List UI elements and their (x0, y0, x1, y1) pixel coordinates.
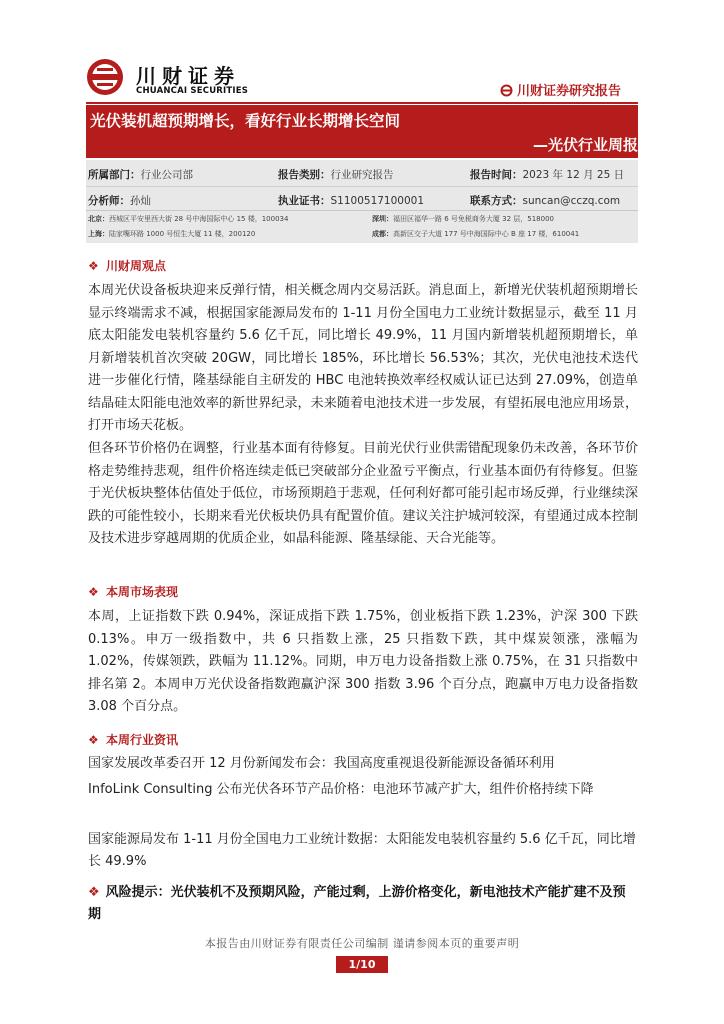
report-subtitle: —光伏行业周报 (532, 136, 638, 154)
cert-field (278, 193, 424, 208)
time-value: 2023 年 12 月 25 日 (522, 169, 625, 181)
report-tag-text: 川财证券研究报告 (517, 84, 622, 99)
diamond-bullet-icon: ❖ (88, 733, 99, 747)
logo-chinese-name: 川财证券 (136, 64, 240, 88)
dept-label: 所属部门： (88, 169, 141, 181)
diamond-bullet-icon: ❖ (88, 885, 100, 900)
contact-label: 联系方式： (470, 195, 523, 207)
section-heading-news-text: 本周行业资讯 (106, 733, 179, 747)
type-label: 报告类别： (278, 169, 331, 181)
address-shanghai-text: 陆家嘴环路 1000 号恒生大厦 11 楼，200120 (109, 230, 256, 238)
meta-divider (86, 186, 638, 187)
cert-label: 执业证书： (278, 195, 331, 207)
footer-disclaimer: 本报告由川财证券有限责任公司编制 谨请参阅本页的重要声明 (204, 937, 520, 950)
contact-value[interactable]: suncan@cczq.com (522, 195, 621, 207)
news-item-3: 国家能源局发布 1-11 月份全国电力工业统计数据：太阳能发电装机容量约 5.6 亿千瓦，同比增长 49.9% (88, 832, 636, 869)
address-chengdu-text: 高新区交子大道 177 号中海国际中心 B 座 17 楼，610041 (393, 230, 580, 238)
address-shenzhen (372, 214, 554, 224)
header-divider (86, 102, 638, 104)
address-shenzhen-text: 福田区福华一路 6 号免税商务大厦 32 层，518000 (393, 215, 554, 223)
address-shenzhen-label: 深圳： (372, 215, 393, 223)
address-beijing (88, 214, 288, 224)
news-item-2: InfoLink Consulting 公布光伏各环节产品价格：电池环节减产扩大，组件价格持续下降 (88, 782, 594, 797)
time-label: 报告时间： (470, 169, 523, 181)
brand-mini-icon (500, 84, 513, 97)
risk-warning (88, 882, 638, 926)
dept-field (88, 167, 193, 182)
address-shanghai (88, 229, 255, 239)
logo-english-name: CHUANCAI SECURITIES (136, 86, 249, 96)
report-tag (500, 80, 621, 99)
section-heading-news (88, 731, 178, 748)
section-heading-view (88, 257, 166, 274)
report-title: 光伏装机超预期增长，看好行业长期增长空间 (90, 112, 401, 130)
contact-field (470, 193, 620, 208)
market-paragraph: 本周，上证指数下跌 0.94%，深证成指下跌 1.75%，创业板指下跌 1.23%，沪深 300 下跌 0.13%。申万一级指数中，共 6 只指数上涨，25 只指数下跌，其中煤炭领涨，涨幅为 1.02%，传媒领跌，跌幅为 11.12%。同期，申万电力设备指数上涨 0.75%，在 31 只指数中排名第 2。本周申万光伏设备指数跑赢沪深 300 指数 3.96 个百分点，跑赢申万电力设备指数 3.08 个百分点。 (88, 609, 638, 714)
type-value: 行业研究报告 (330, 169, 394, 181)
diamond-bullet-icon: ❖ (88, 259, 99, 273)
cert-value: S1100517100001 (330, 195, 425, 207)
address-shanghai-label: 上海： (88, 230, 109, 238)
news-item-1: 国家发展改革委召开 12 月份新闻发布会：我国高度重视退役新能源设备循环利用 (88, 756, 555, 771)
analyst-value: 孙灿 (130, 195, 151, 207)
analyst-field (88, 193, 151, 208)
address-chengdu (372, 229, 579, 239)
analyst-label: 分析师： (88, 195, 130, 207)
company-logo-icon (86, 58, 124, 96)
section-heading-market (88, 583, 178, 600)
type-field (278, 167, 394, 182)
section-heading-market-text: 本周市场表现 (106, 585, 179, 599)
address-chengdu-label: 成都： (372, 230, 393, 238)
diamond-bullet-icon: ❖ (88, 585, 99, 599)
time-field (470, 167, 624, 182)
address-beijing-label: 北京： (88, 215, 109, 223)
page-number: 1/10 (336, 956, 388, 973)
view-paragraph-2: 但各环节价格仍在调整，行业基本面有待修复。目前光伏行业供需错配现象仍未改善，各环节价格走势维持悲观，组件价格连续走低已突破部分企业盈亏平衡点，行业基本面仍有待修复。但鉴于光伏板块整体估值处于低位，市场预期趋于悲观，任何利好都可能引起市场反弹，行业继续深跌的可能性较小，长期来看光伏板块仍具有配置价值。建议关注护城河较深，有望通过成本控制及技术进步穿越周期的优质企业，如晶科能源、隆基绿能、天合光能等。 (88, 441, 638, 546)
address-beijing-text: 西城区平安里西大街 28 号中海国际中心 15 楼，100034 (109, 215, 289, 223)
risk-warning-text: 风险提示：光伏装机不及预期风险，产能过剩，上游价格变化，新电池技术产能扩建不及预期 (88, 885, 626, 922)
view-paragraph-1: 本周光伏设备板块迎来反弹行情，相关概念周内交易活跃。消息面上，新增光伏装机超预期增长显示终端需求不减，根据国家能源局发布的 1-11 月份全国电力工业统计数据显示，截至 11 月底太阳能发电装机容量约 5.6 亿千瓦，同比增长 49.9%，11 月国内新增装机超预期增长，单月新增装机首次突破 20GW，同比增长 185%，环比增长 56.53%；其次，光伏电池技术迭代进一步催化行情，隆基绿能自主研发的 HBC 电池转换效率经权威认证已达到 27.09%，创造单结晶硅太阳能电池效率的新世界纪录，未来随着电池技术进一步发展，有望拓展电池应用场景，打开市场天花板。 (88, 283, 638, 433)
dept-value: 行业公司部 (140, 169, 193, 181)
section-heading-view-text: 川财周观点 (106, 259, 167, 273)
